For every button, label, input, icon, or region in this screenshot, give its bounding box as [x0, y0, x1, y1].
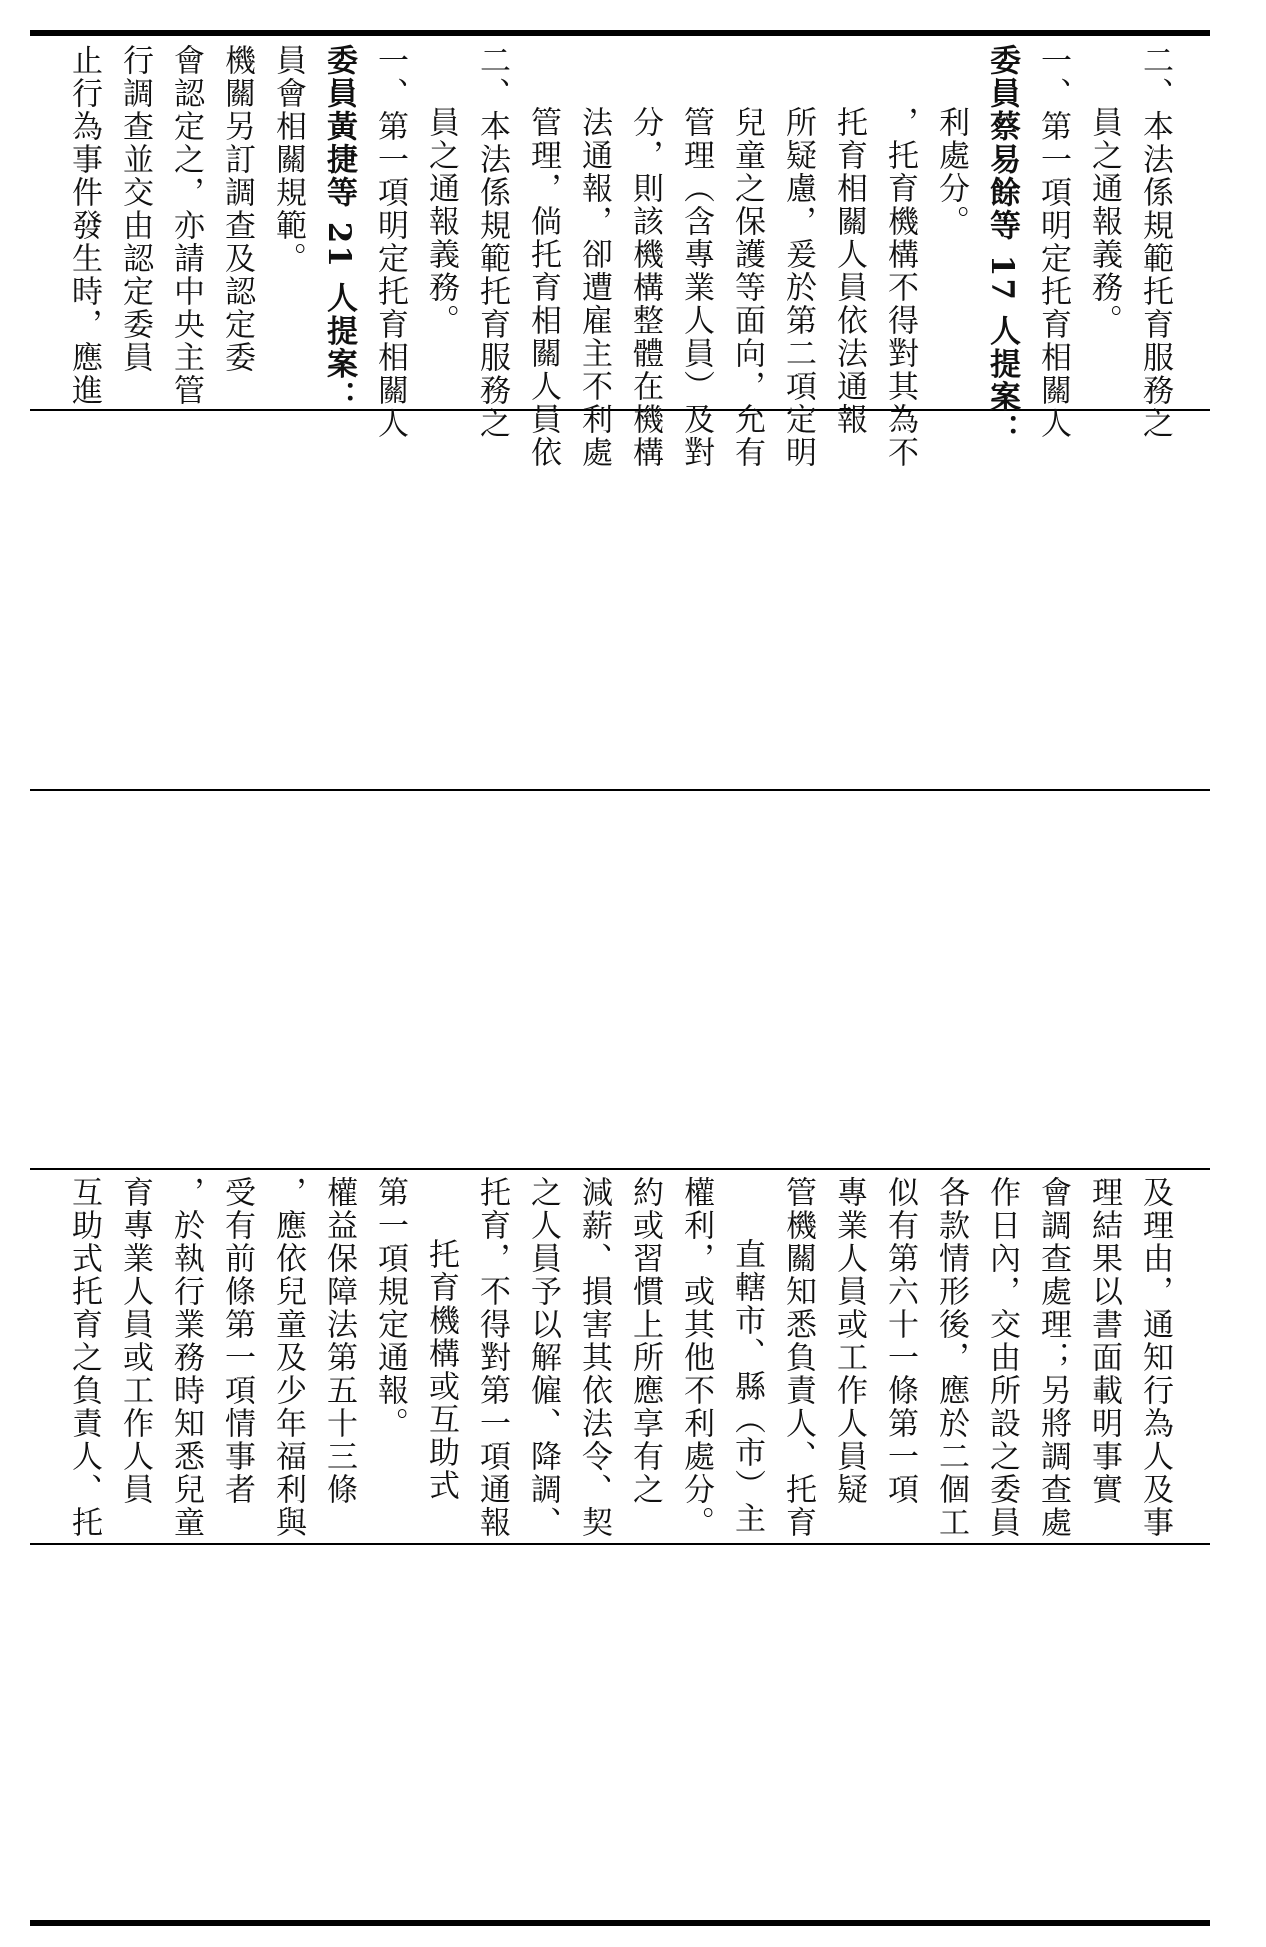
column-text: ，於執行業務時知悉兒童 [168, 1176, 204, 1539]
column-text: ，托育機構不得對其為不 [882, 106, 918, 469]
column-text: 機關另訂調查及認定委 [219, 44, 255, 374]
column-text: 管理，倘托育相關人員依 [525, 106, 561, 469]
article-text-cell [30, 1170, 1210, 1543]
column-text: 員之通報義務。 [1086, 106, 1122, 337]
text-column [270, 44, 306, 275]
text-column [831, 1176, 867, 1506]
column-text: 直轄市、縣（市）主 [729, 1238, 765, 1535]
text-column [1035, 44, 1071, 440]
column-text: 及理由，通知行為人及事 [1137, 1176, 1173, 1539]
text-column [627, 44, 663, 469]
column-text: 分，則該機構整體在機構 [627, 106, 663, 469]
column-text: 利處分。 [933, 106, 969, 238]
column-text: 二、本法係規範托育服務之 [474, 44, 510, 440]
text-column [576, 44, 612, 469]
column-text: 行調查並交由認定委員 [117, 44, 153, 374]
column-text: 育專業人員或工作人員 [117, 1176, 153, 1506]
explanation-cell [30, 36, 1210, 469]
column-text: 專業人員或工作人員疑 [831, 1176, 867, 1506]
text-column [1035, 1176, 1071, 1539]
empty-cell-1 [30, 411, 1210, 789]
text-column [321, 1176, 357, 1506]
text-column [831, 44, 867, 436]
empty-cell-2 [30, 791, 1210, 1168]
text-column [372, 44, 408, 440]
text-column [1086, 44, 1122, 337]
text-column [729, 44, 765, 469]
column-text: 權利，或其他不利處分。 [678, 1176, 714, 1539]
column-text: ，應依兒童及少年福利與 [270, 1176, 306, 1539]
empty-cell-3 [30, 1545, 1210, 1920]
column-text: 一、第一項明定托育相關人 [1035, 44, 1071, 440]
text-column [525, 44, 561, 469]
column-text: 托育，不得對第一項通報 [474, 1176, 510, 1539]
column-text: 委員蔡易餘等 17 人提案： [984, 44, 1020, 447]
column-text: 法通報，卻遭雇主不利處 [576, 106, 612, 469]
column-text: 之人員予以解僱、降調、 [525, 1176, 561, 1539]
text-column [219, 44, 255, 374]
column-text: 減薪、損害其依法令、契 [576, 1176, 612, 1539]
text-column [984, 1176, 1020, 1539]
column-text: 委員黃捷等 21 人提案： [321, 44, 357, 414]
text-column [933, 44, 969, 238]
text-column [1086, 1176, 1122, 1506]
column-text: 會認定之，亦請中央主管 [168, 44, 204, 407]
text-column [474, 1176, 510, 1539]
text-column [933, 1176, 969, 1539]
column-text: 托育機構或互助式 [423, 1238, 459, 1502]
column-text: 似有第六十一條第一項 [882, 1176, 918, 1506]
column-text: 第一項規定通報。 [372, 1176, 408, 1440]
text-column [219, 1176, 255, 1506]
text-column [882, 44, 918, 469]
column-text: 員之通報義務。 [423, 106, 459, 337]
column-text: 管理（含專業人員）及對 [678, 106, 714, 469]
text-column [168, 1176, 204, 1539]
text-column [678, 44, 714, 469]
text-column [66, 44, 102, 407]
text-column [372, 1176, 408, 1440]
column-text: 所疑慮，爰於第二項定明 [780, 106, 816, 469]
text-column [1137, 1176, 1173, 1539]
text-column [423, 44, 459, 337]
text-column [168, 44, 204, 407]
column-text: 作日內，交由所設之委員 [984, 1176, 1020, 1539]
text-column [66, 1176, 102, 1539]
text-column [117, 1176, 153, 1506]
column-text: 權益保障法第五十三條 [321, 1176, 357, 1506]
column-text: 托育相關人員依法通報 [831, 106, 867, 436]
text-column [525, 1176, 561, 1539]
text-column [474, 44, 510, 440]
column-text: 一、第一項明定托育相關人 [372, 44, 408, 440]
column-text: 止行為事件發生時，應進 [66, 44, 102, 407]
table-bottom-rule [30, 1920, 1210, 1926]
text-column [1137, 44, 1173, 440]
text-column [627, 1176, 663, 1506]
column-text: 理結果以書面載明事實 [1086, 1176, 1122, 1506]
column-text: 管機關知悉負責人、托育 [780, 1176, 816, 1539]
text-column [270, 1176, 306, 1539]
text-column [117, 44, 153, 374]
text-column [780, 1176, 816, 1539]
column-text: 兒童之保護等面向，允有 [729, 106, 765, 469]
column-text: 會調查處理；另將調查處 [1035, 1176, 1071, 1539]
text-column [729, 1176, 765, 1535]
text-column [423, 1176, 459, 1502]
text-column [678, 1176, 714, 1539]
text-column [882, 1176, 918, 1506]
column-text: 員會相關規範。 [270, 44, 306, 275]
column-text: 受有前條第一項情事者 [219, 1176, 255, 1506]
text-column [780, 44, 816, 469]
column-text: 互助式托育之負責人、托 [66, 1176, 102, 1539]
column-text: 約或習慣上所應享有之 [627, 1176, 663, 1506]
text-column [576, 1176, 612, 1539]
text-column [321, 44, 357, 414]
text-column [984, 44, 1020, 447]
column-text: 各款情形後，應於二個工 [933, 1176, 969, 1539]
column-text: 二、本法係規範托育服務之 [1137, 44, 1173, 440]
